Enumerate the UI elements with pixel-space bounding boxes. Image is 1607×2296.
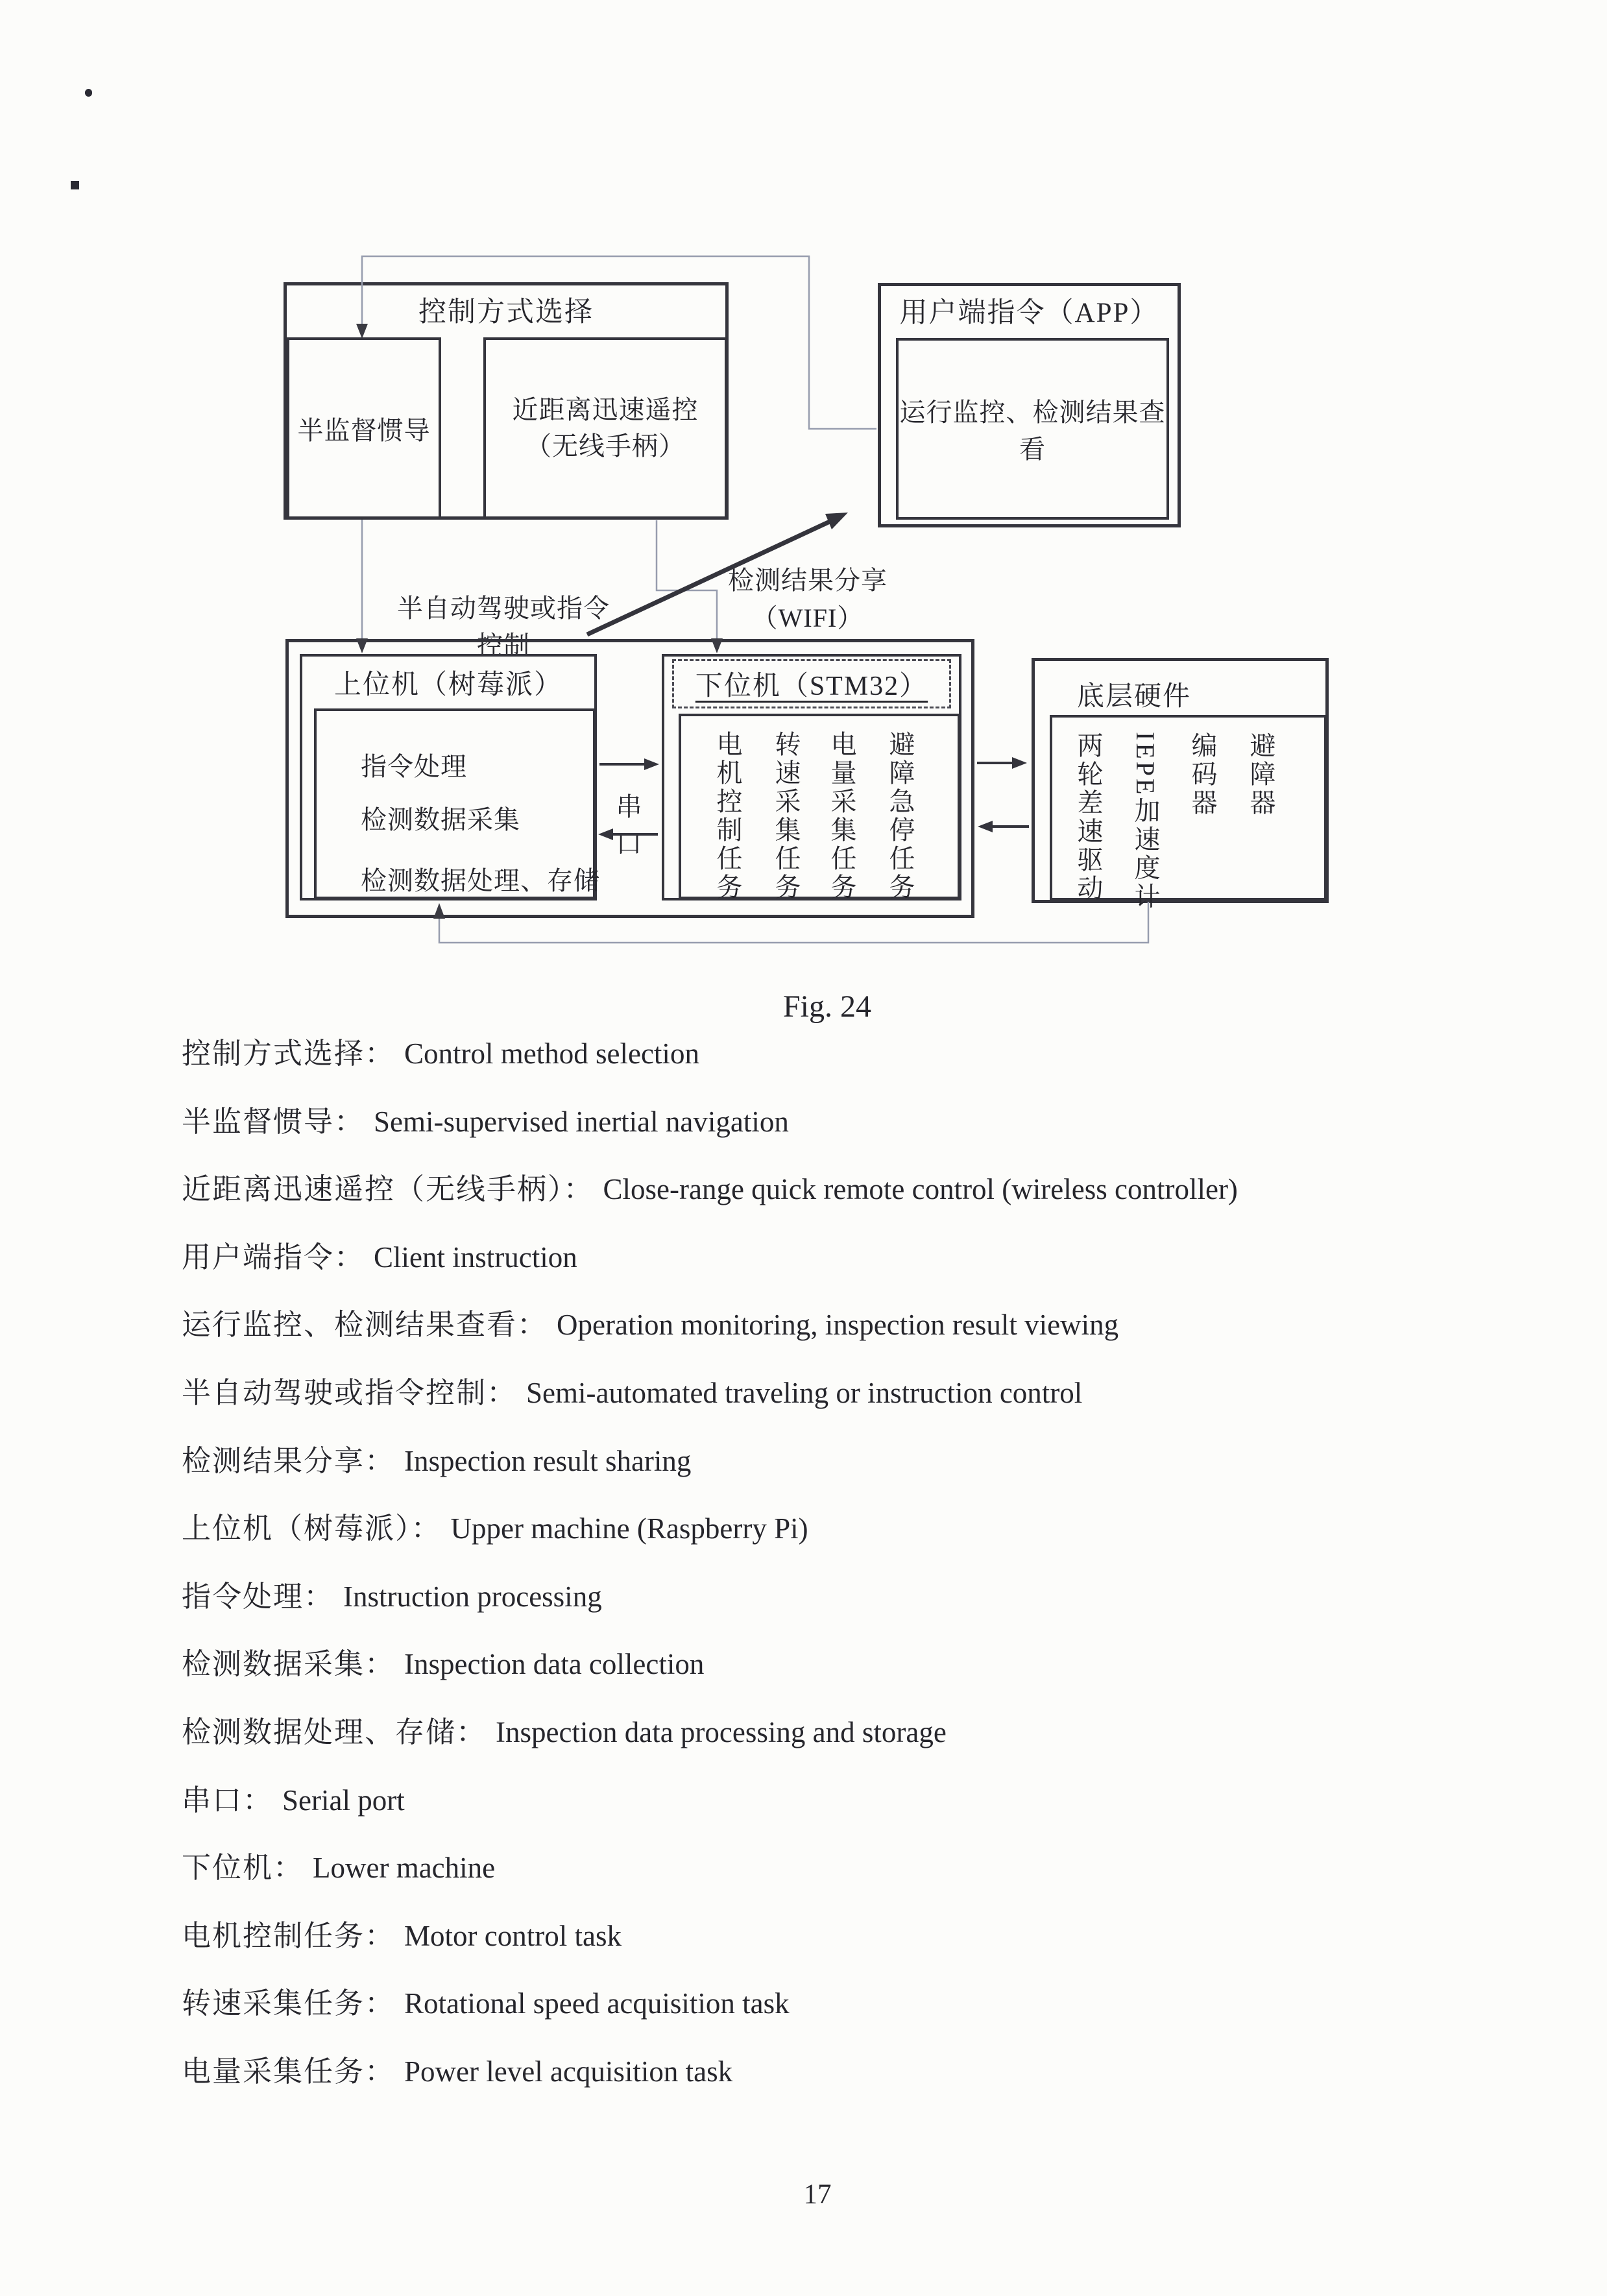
glossary-definition: Upper machine (Raspberry Pi) — [450, 1512, 808, 1545]
lower-task-column: 转速采集任务 — [771, 731, 801, 902]
glossary-term: 串口： — [182, 1783, 274, 1817]
lower-task-column: 电机控制任务 — [713, 731, 742, 902]
upper-machine-title: 上位机（树莓派） — [333, 670, 562, 700]
glossary-term: 电机控制任务： — [182, 1919, 396, 1952]
upper-task-item: 检测数据采集 — [361, 805, 520, 834]
glossary-definition: Motor control task — [404, 1919, 622, 1952]
hardware-title: 底层硬件 — [1077, 682, 1192, 712]
serial-arrow-right-head — [644, 758, 659, 770]
monitoring-view-label: 运行监控、检测结果查看 — [899, 398, 1166, 464]
glossary-definition: Serial port — [282, 1783, 405, 1817]
glossary-definition: Client instruction — [374, 1240, 577, 1274]
glossary-term: 半监督惯导： — [182, 1105, 365, 1138]
glossary-definition: Operation monitoring, inspection result viewing — [557, 1309, 1119, 1342]
lower-task-column: 避障急停任务 — [886, 731, 915, 902]
hardware-arrow-right-head — [1012, 757, 1027, 769]
glossary-definition: Rotational speed acquisition task — [404, 1987, 790, 2020]
control-method-title: 控制方式选择 — [418, 297, 594, 328]
glossary-definition: Inspection result sharing — [404, 1444, 692, 1477]
glossary-term: 检测数据采集： — [182, 1648, 396, 1681]
glossary-term: 半自动驾驶或指令控制： — [182, 1376, 518, 1409]
arrowhead-into-upper-machine — [356, 638, 368, 653]
lower-task-column: 电量采集任务 — [827, 731, 856, 902]
glossary-definition: Lower machine — [313, 1852, 496, 1885]
glossary-term: 转速采集任务： — [182, 1987, 396, 2020]
arrowhead-feedback-up — [433, 903, 445, 919]
lower-machine-title: 下位机（STM32） — [695, 671, 928, 701]
glossary-definition: Semi-supervised inertial navigation — [374, 1105, 789, 1138]
arrowhead-into-control-box — [356, 324, 368, 339]
hardware-arrow-left-head — [978, 821, 993, 832]
connector-app-to-control — [362, 256, 876, 429]
upper-task-item: 指令处理 — [361, 752, 467, 781]
glossary-term: 控制方式选择： — [182, 1037, 396, 1070]
serial-port-label: 串口 — [616, 792, 643, 858]
hardware-component-column: 编码器 — [1188, 732, 1217, 817]
client-app-title: 用户端指令（APP） — [899, 298, 1159, 328]
glossary-definition: Close-range quick remote control (wireless controller) — [603, 1173, 1238, 1206]
glossary-definition: Instruction processing — [343, 1580, 602, 1613]
connector-hardware-feedback — [439, 902, 1148, 943]
glossary-term: 电量采集任务： — [182, 2055, 396, 2088]
remote-control-label: 近距离迅速遥控 （无线手柄） — [512, 395, 699, 461]
wifi-share-arrow-line — [587, 521, 831, 634]
page-number: 17 — [803, 2179, 832, 2210]
glossary-term: 上位机（树莓派）： — [182, 1512, 442, 1545]
glossary-term: 检测结果分享： — [182, 1444, 396, 1477]
glossary-definition: Semi-automated traveling or instruction control — [526, 1376, 1083, 1409]
connector-control-to-lower — [657, 520, 717, 642]
figure-caption: Fig. 24 — [782, 989, 872, 1024]
semi-supervised-ins-label: 半监督惯导 — [297, 415, 431, 445]
wifi-share-arrowhead — [825, 513, 848, 529]
glossary-term: 指令处理： — [182, 1580, 335, 1613]
glossary-term: 检测数据处理、存储： — [182, 1715, 487, 1748]
glossary-term: 用户端指令： — [182, 1240, 365, 1274]
glossary-term: 下位机： — [182, 1852, 304, 1885]
result-share-wifi-label: 检测结果分享 （WIFI） — [728, 566, 888, 633]
hardware-component-column: 两轮差速驱动 — [1074, 732, 1103, 903]
glossary-definition: Power level acquisition task — [404, 2055, 733, 2088]
glossary-definition: Inspection data processing and storage — [496, 1715, 947, 1748]
glossary-term: 近距离迅速遥控（无线手柄）： — [182, 1173, 594, 1206]
glossary-definition: Control method selection — [404, 1037, 699, 1070]
arrowhead-into-lower-machine — [711, 638, 723, 653]
glossary-definition: Inspection data collection — [404, 1648, 705, 1681]
serial-arrow-left-head — [598, 828, 613, 840]
semi-auto-drive-label: 半自动驾驶或指令控制 — [397, 594, 610, 660]
upper-task-item: 检测数据处理、存储 — [361, 866, 600, 895]
hardware-component-column: IEPE加速度计 — [1131, 732, 1160, 912]
glossary-term: 运行监控、检测结果查看： — [182, 1309, 548, 1342]
hardware-component-column: 避障器 — [1246, 732, 1275, 817]
